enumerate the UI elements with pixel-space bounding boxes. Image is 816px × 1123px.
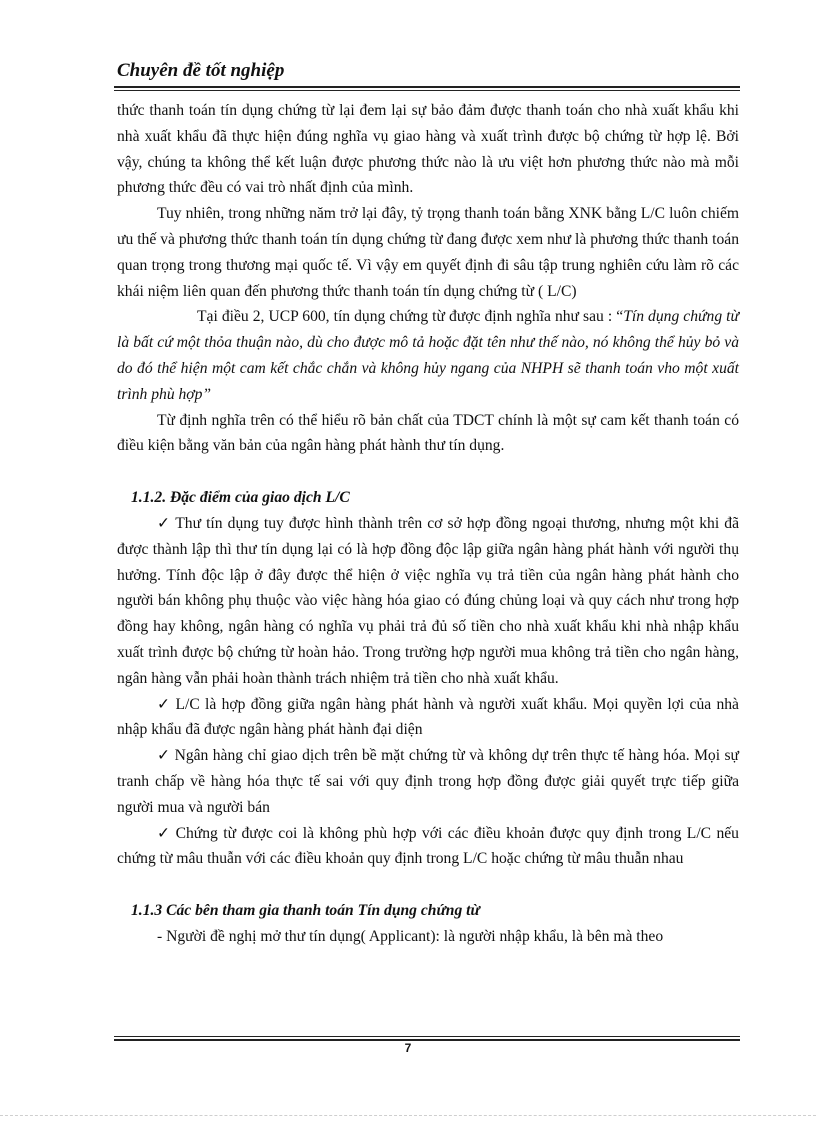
section-heading-1-1-2: 1.1.2. Đặc điểm của giao dịch L/C [131,489,350,507]
page-body [117,98,739,950]
paragraph-3 [117,304,739,407]
footer-rule-thin [114,1036,740,1037]
section-1-1-3-first-line: - Người đề nghị mở thư tín dụng( Applicant): là người nhập khẩu, là bên mà theo [157,927,664,945]
page-number: 7 [404,1041,412,1055]
definition-quote: Tín dụng chứng từ là bất cứ một thỏa thuận nào, dù cho được mô tả hoặc đặt tên như thế nào, nó không thể hủy bỏ và do đó thể hiện một cam kết chắc chắn và không hủy ngang của NHPH sẽ thanh toán vho một xuất trình phù hợp” [117,308,739,403]
page-edge [0,1115,816,1116]
header-rule-thick [114,86,740,88]
bullet-item-1: ✓ Thư tín dụng tuy được hình thành trên cơ sở hợp đồng ngoại thương, nhưng một khi đã được thành lập thì thư tín dụng lại có là hợp đồng độc lập giữa ngân hàng phát hành với người thụ hưởng. Tính độc lập ở đây được thể hiện ở việc nghĩa vụ trả tiền của ngân hàng phát hành cho người bán không phụ thuộc vào việc hàng hóa giao có đúng chủng loại và quy cách như trong hợp đồng hay không, ngân hàng có nghĩa vụ phải trả đủ số tiền cho nhà xuất khẩu khi nhà nhập khẩu xuất trình được bộ chứng từ hoàn hảo. Trong trường hợp người mua không trả tiền cho ngân hàng, ngân hàng vẫn phải hoàn thành trách nhiệm trả tiền cho nhà xuất khẩu. [117,511,739,692]
paragraph-2: Tuy nhiên, trong những năm trở lại đây, tỷ trọng thanh toán bằng XNK bằng L/C luôn chiếm ưu thế và phương thức thanh toán tín dụng chứng từ đang được xem như là phương thức thanh toán quan trọng trong thương mại quốc tế. Vì vậy em quyết định đi sâu tập trung nghiên cứu làm rõ các khái niệm liên quan đến phương thức thanh toán tín dụng chứng từ ( L/C) [117,205,739,300]
bullet-item-3: ✓ Ngân hàng chỉ giao dịch trên bề mặt chứng từ và không dự trên thực tế hàng hóa. Mọi sự tranh chấp về hàng hóa thực tế sai với quy định trong hợp đồng được giải quyết trực tiếp giữa người mua và người bán [117,743,739,820]
bullet-item-2: ✓ L/C là hợp đồng giữa ngân hàng phát hành và người xuất khẩu. Mọi quyền lợi của nhà nhập khẩu đã được ngân hàng phát hành đại diện [117,692,739,744]
spacer [117,459,739,485]
paragraph-4: Từ định nghĩa trên có thể hiểu rõ bản chất của TDCT chính là một sự cam kết thanh toán có điều kiện bằng văn bản của ngân hàng phát hành thư tín dụng. [117,411,739,455]
spacer [117,872,739,898]
header-title: Chuyên đề tốt nghiệp [117,60,285,81]
header-rule-thin [114,90,740,91]
definition-intro: Tại điều 2, UCP 600, tín dụng chứng từ được định nghĩa như sau : “ [197,308,624,326]
section-heading-1-1-3: 1.1.3 Các bên tham gia thanh toán Tín dụng chứng từ [131,902,480,920]
bullet-item-4: ✓ Chứng từ được coi là không phù hợp với các điều khoản được quy định trong L/C nếu chứng từ mâu thuẫn với các điều khoản quy định trong L/C hoặc chứng từ mâu thuẫn nhau [117,821,739,873]
paragraph-1: thức thanh toán tín dụng chứng từ lại đem lại sự bảo đảm được thanh toán cho nhà xuất khẩu khi nhà xuất khẩu đã thực hiện đúng nghĩa vụ giao hàng và xuất trình được bộ chứng từ hợp lệ. Bởi vậy, chúng ta không thể kết luận được phương thức nào là ưu việt hơn phương thức nào mà mỗi phương thức đều có vai trò nhất định của mình. [117,102,739,197]
